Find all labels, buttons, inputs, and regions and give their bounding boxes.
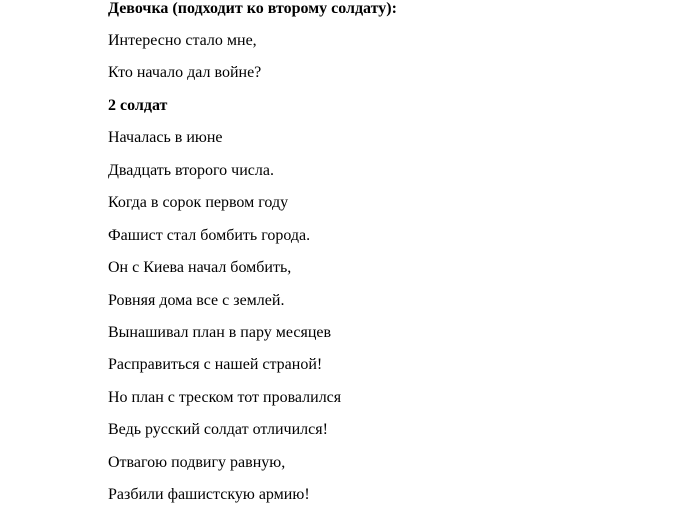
verse-line: Началась в июне: [108, 129, 223, 146]
verse-line: Расправиться с нашей страной!: [108, 356, 323, 373]
verse-line: Ровняя дома все с землей.: [108, 292, 285, 309]
verse-line: Разбили фашистскую армию!: [108, 486, 310, 503]
speaker-line-soldier: 2 солдат: [108, 97, 168, 114]
verse-line: Вынашивал план в пару месяцев: [108, 324, 332, 341]
verse-line: Ведь русский солдат отличился!: [108, 421, 328, 438]
verse-line: Интересно стало мне,: [108, 32, 257, 49]
verse-line: Он с Киева начал бомбить,: [108, 259, 292, 276]
verse-line: Фашист стал бомбить города.: [108, 227, 311, 244]
verse-line: Кто начало дал войне?: [108, 64, 262, 81]
verse-line: Отвагою подвигу равную,: [108, 454, 286, 471]
verse-line: Когда в сорок первом году: [108, 194, 289, 211]
verse-line: Двадцать второго числа.: [108, 162, 274, 179]
document-page: [108, 0, 688, 507]
speaker-line-girl: Девочка (подходит ко второму солдату):: [108, 0, 397, 17]
verse-line: Но план с треском тот провалился: [108, 389, 342, 406]
